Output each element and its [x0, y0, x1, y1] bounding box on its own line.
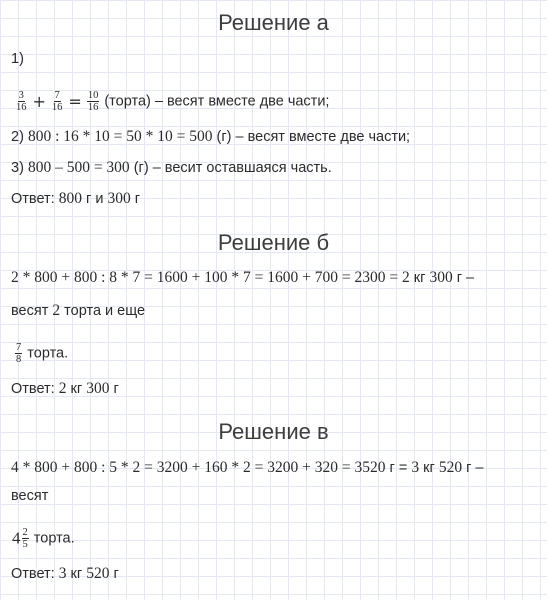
fraction-numerator: 7 [54, 90, 60, 101]
section-c-fraction-line [12, 527, 75, 550]
fraction-7-16 [51, 90, 64, 113]
unit-kg: кг [413, 270, 426, 286]
step1-equation [14, 90, 329, 113]
unit-g: г – [466, 460, 484, 476]
step3-expression: 800 – 500 = 300 [27, 159, 130, 176]
value-grams: 520 [438, 459, 463, 476]
text: весят [11, 488, 49, 504]
unit-g: г – [456, 270, 475, 286]
fraction-numerator: 2 [22, 527, 28, 538]
section-b-line2 [11, 302, 145, 320]
answer-value: 800 [58, 190, 82, 207]
fraction-7-8 [15, 342, 22, 365]
expression: 4 * 800 + 800 : 5 * 2 = 3200 + 160 * 2 = 3200 + 320 = 3520 [11, 459, 386, 476]
step2-label: 2) [11, 129, 24, 145]
answer-c [11, 565, 119, 583]
answer-value: 3 [58, 565, 67, 582]
fraction-denominator: 16 [51, 102, 63, 113]
step1-label [11, 50, 24, 68]
fraction-numerator: 7 [16, 342, 22, 353]
answer-unit: г [113, 381, 119, 397]
section-c-expression [11, 459, 484, 477]
step3-line [11, 159, 332, 177]
fraction-3-16 [15, 90, 28, 113]
answer-text: г и [86, 191, 104, 207]
answer-label: Ответ: [11, 566, 55, 582]
step2-tail: (г) – весят вместе две части; [216, 129, 411, 145]
expression: 2 * 800 + 800 : 8 * 7 = 1600 + 100 * 7 = 1600 + 700 = 2300 = 2 [11, 269, 410, 286]
fraction-10-16 [87, 90, 100, 113]
number: 2 [52, 302, 61, 319]
fraction-tail: торта. [27, 345, 69, 362]
value-grams: 300 [429, 269, 453, 286]
answer-value: 2 [58, 380, 67, 397]
unit-g: г = [389, 460, 408, 476]
answer-value: 520 [86, 565, 110, 582]
answer-value: 300 [86, 380, 110, 397]
fraction-2-5 [22, 527, 29, 550]
section-a-title: Решение а [218, 10, 329, 35]
fraction-numerator: 3 [18, 90, 24, 101]
answer-b [11, 380, 119, 398]
mixed-whole: 4 [12, 528, 21, 548]
answer-label: Ответ: [11, 381, 55, 397]
step2-line [11, 128, 410, 146]
step3-label: 3) [11, 160, 24, 176]
answer-unit: г [113, 566, 119, 582]
equals-sign: = [68, 91, 82, 111]
section-b-title: Решение б [217, 230, 330, 255]
section-b-expression [11, 269, 474, 287]
fraction-denominator: 16 [87, 102, 99, 113]
text: торта и еще [64, 303, 146, 319]
fraction-denominator: 8 [16, 354, 22, 365]
answer-unit: кг [70, 566, 83, 582]
step3-tail: (г) – весит оставшаяся часть. [133, 160, 332, 176]
plus-sign: + [32, 91, 46, 111]
answer-value: 300 [107, 190, 131, 207]
fraction-denominator: 5 [22, 539, 28, 550]
answer-label: Ответ: [11, 191, 55, 207]
fraction-denominator: 16 [16, 102, 27, 113]
step2-expression: 800 : 16 * 10 = 50 * 10 = 500 [27, 128, 213, 145]
section-b-fraction-line [14, 342, 68, 365]
answer-unit: кг [70, 381, 83, 397]
answer-a [11, 190, 140, 208]
fraction-numerator: 10 [87, 90, 99, 101]
step1-label-text: 1) [11, 51, 24, 67]
text: весят [11, 303, 49, 319]
unit-kg: кг [423, 460, 435, 476]
fraction-tail: торта. [33, 530, 75, 547]
answer-unit: г [134, 191, 141, 207]
value-kg: 3 [411, 459, 420, 476]
step1-tail: (торта) – весят вместе две части; [104, 93, 330, 110]
section-c-line2 [11, 487, 48, 505]
section-c-title: Решение в [218, 419, 329, 444]
